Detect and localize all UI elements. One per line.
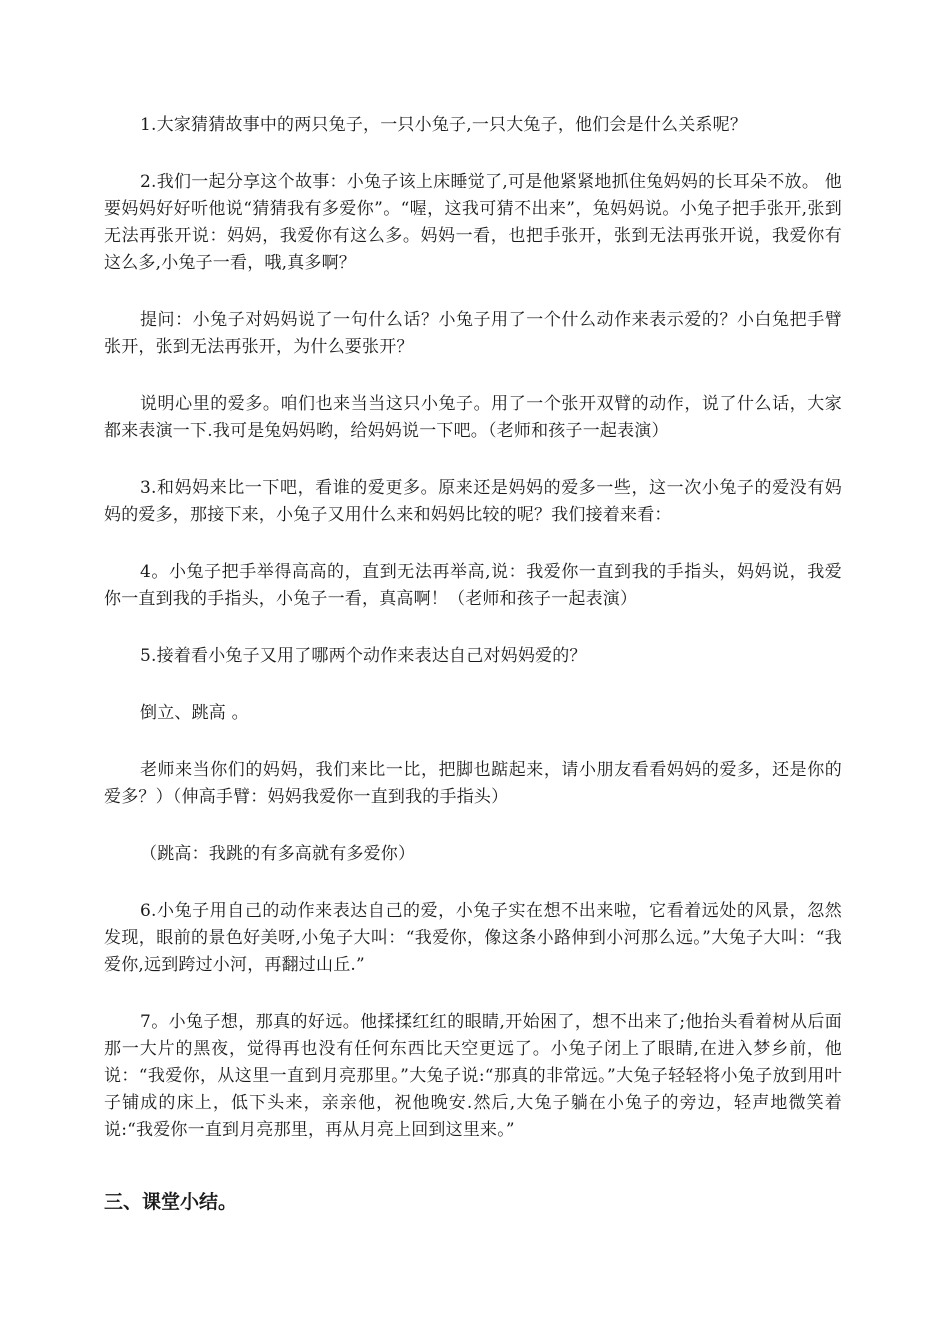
paragraph-9: 老师来当你们的妈妈，我们来比一比，把脚也踮起来，请小朋友看看妈妈的爱多，还是你的爱多？）（伸高手臂：妈妈我爱你一直到我的手指头） [104,760,842,807]
paragraph-1: 1.大家猜猜故事中的两只兔子，一只小兔子,一只大兔子，他们会是什么关系呢？ [140,115,748,135]
paragraph-7: 5.接着看小兔子又用了哪两个动作来表达自己对妈妈爱的？ [140,646,587,666]
paragraph-12: 7。小兔子想，那真的好远。他揉揉红红的眼睛,开始困了，想不出来了;他抬头看着树从后面那一大片的黑夜，觉得再也没有任何东西比天空更远了。小兔子闭上了眼睛,在进入梦乡前，他说：“我爱你，从这里一直到月亮那里。”大兔子说:“那真的非常远。”大兔子轻轻将小兔子放到用叶子铺成的床上，低下头来，亲亲他，祝他晚安.然后,大兔子躺在小兔子的旁边，轻声地微笑着说:“我爱你一直到月亮那里，再从月亮上回到这里来。” [104,1012,842,1140]
paragraph-6: 4。小兔子把手举得高高的，直到无法再举高,说：我爱你一直到我的手指头，妈妈说，我爱你一直到我的手指头，小兔子一看，真高啊！（老师和孩子一起表演） [104,562,842,609]
paragraph-5: 3.和妈妈来比一下吧，看谁的爱更多。原来还是妈妈的爱多一些，这一次小兔子的爱没有妈妈的爱多，那接下来，小兔子又用什么来和妈妈比较的呢？我们接着来看： [104,478,842,525]
paragraph-3: 提问：小兔子对妈妈说了一句什么话？小兔子用了一个什么动作来表示爱的？小白兔把手臂张开，张到无法再张开，为什么要张开？ [104,310,842,357]
paragraph-4: 说明心里的爱多。咱们也来当当这只小兔子。用了一个张开双臂的动作，说了什么话，大家都来表演一下.我可是兔妈妈哟，给妈妈说一下吧。（老师和孩子一起表演） [104,394,842,441]
paragraph-10: （跳高：我跳的有多高就有多爱你） [140,844,416,864]
paragraph-11: 6.小兔子用自己的动作来表达自己的爱，小兔子实在想不出来啦，它看着远处的风景，忽然发现，眼前的景色好美呀,小兔子大叫：“我爱你，像这条小路伸到小河那么远。”大兔子大叫：“我爱你,远到跨过小河，再翻过山丘.” [104,901,842,975]
section-heading: 三、课堂小结。 [104,1191,238,1213]
document-page [104,112,842,1216]
paragraph-2: 2.我们一起分享这个故事：小兔子该上床睡觉了,可是他紧紧地抓住兔妈妈的长耳朵不放。 他要妈妈好好听他说“猜猜我有多爱你”。“喔，这我可猜不出来”，兔妈妈说。小兔子把手张开,张到无法再张开说：妈妈，我爱你有这么多。妈妈一看，也把手张开，张到无法再张开说，我爱你有这么多,小兔子一看，哦,真多啊？ [104,172,842,273]
paragraph-8: 倒立、跳高 。 [140,703,249,723]
